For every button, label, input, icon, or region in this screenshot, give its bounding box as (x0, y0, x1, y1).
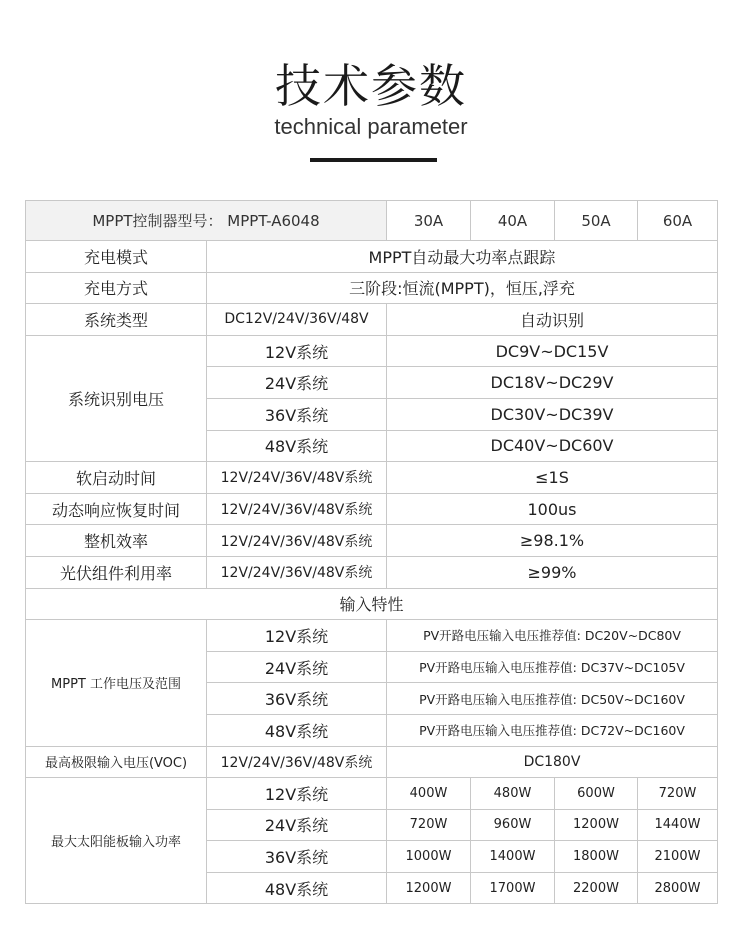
system-cell: 12V系统 (207, 778, 387, 810)
row-label: 整机效率 (26, 525, 207, 557)
table-row (26, 778, 718, 810)
system-cell: 48V系统 (207, 714, 387, 746)
section-heading: 输入特性 (26, 588, 718, 620)
title-divider (310, 158, 437, 162)
row-value: PV开路电压输入电压推荐值: DC20V~DC80V (387, 620, 718, 652)
section-row (26, 588, 718, 620)
row-label: 软启动时间 (26, 462, 207, 494)
system-cell: 36V系统 (207, 683, 387, 715)
current-60a: 60A (638, 201, 718, 241)
power-cell: 600W (555, 778, 638, 810)
table-row (26, 272, 718, 304)
power-cell: 400W (387, 778, 471, 810)
system-cell: 12V系统 (207, 620, 387, 652)
row-spec: 12V/24V/36V/48V系统 (207, 493, 387, 525)
table-row (26, 746, 718, 778)
row-value: DC40V~DC60V (387, 430, 718, 462)
table-row (26, 620, 718, 652)
table-header-row (26, 201, 718, 241)
page-subtitle: technical parameter (274, 114, 468, 139)
row-label: MPPT 工作电压及范围 (26, 620, 207, 746)
row-value: PV开路电压输入电压推荐值: DC37V~DC105V (387, 651, 718, 683)
current-50a: 50A (555, 201, 638, 241)
power-cell: 1200W (555, 809, 638, 841)
row-spec: 12V/24V/36V/48V系统 (207, 462, 387, 494)
power-cell: 2100W (638, 841, 718, 873)
power-cell: 720W (638, 778, 718, 810)
power-cell: 1700W (471, 872, 555, 904)
power-cell: 720W (387, 809, 471, 841)
row-label: 最大太阳能板输入功率 (26, 778, 207, 904)
row-spec: 12V/24V/36V/48V系统 (207, 525, 387, 557)
table-row (26, 304, 718, 336)
power-cell: 480W (471, 778, 555, 810)
table-row (26, 493, 718, 525)
current-30a: 30A (387, 201, 471, 241)
system-cell: 36V系统 (207, 398, 387, 430)
row-value: PV开路电压输入电压推荐值: DC72V~DC160V (387, 714, 718, 746)
row-spec: DC12V/24V/36V/48V (207, 304, 387, 336)
system-cell: 48V系统 (207, 872, 387, 904)
row-spec: 12V/24V/36V/48V系统 (207, 556, 387, 588)
row-label: 充电模式 (26, 241, 207, 273)
system-cell: 24V系统 (207, 367, 387, 399)
row-value: DC30V~DC39V (387, 398, 718, 430)
row-value: MPPT自动最大功率点跟踪 (207, 241, 718, 273)
row-label: 系统识别电压 (26, 335, 207, 461)
power-cell: 1000W (387, 841, 471, 873)
table-row (26, 241, 718, 273)
row-value: 100us (387, 493, 718, 525)
power-cell: 2800W (638, 872, 718, 904)
row-value: DC180V (387, 746, 718, 778)
page-title: 技术参数 (275, 59, 467, 113)
row-value: 自动识别 (387, 304, 718, 336)
system-cell: 24V系统 (207, 651, 387, 683)
row-spec: 12V/24V/36V/48V系统 (207, 746, 387, 778)
row-value: ≤1S (387, 462, 718, 494)
model-label: MPPT控制器型号： MPPT-A6048 (26, 201, 387, 241)
current-40a: 40A (471, 201, 555, 241)
row-value: PV开路电压输入电压推荐值: DC50V~DC160V (387, 683, 718, 715)
power-cell: 2200W (555, 872, 638, 904)
system-cell: 36V系统 (207, 841, 387, 873)
power-cell: 1440W (638, 809, 718, 841)
table-row (26, 462, 718, 494)
row-value: DC18V~DC29V (387, 367, 718, 399)
row-value: DC9V~DC15V (387, 335, 718, 367)
system-cell: 48V系统 (207, 430, 387, 462)
row-value: 三阶段:恒流(MPPT)，恒压,浮充 (207, 272, 718, 304)
power-cell: 1200W (387, 872, 471, 904)
power-cell: 1800W (555, 841, 638, 873)
row-label: 系统类型 (26, 304, 207, 336)
row-label: 充电方式 (26, 272, 207, 304)
system-cell: 12V系统 (207, 335, 387, 367)
power-cell: 1400W (471, 841, 555, 873)
power-cell: 960W (471, 809, 555, 841)
spec-table (25, 200, 718, 904)
row-label: 光伏组件利用率 (26, 556, 207, 588)
row-label: 动态响应恢复时间 (26, 493, 207, 525)
row-value: ≥99% (387, 556, 718, 588)
table-row (26, 335, 718, 367)
system-cell: 24V系统 (207, 809, 387, 841)
table-row (26, 556, 718, 588)
table-row (26, 525, 718, 557)
row-label: 最高极限输入电压(VOC) (26, 746, 207, 778)
row-value: ≥98.1% (387, 525, 718, 557)
